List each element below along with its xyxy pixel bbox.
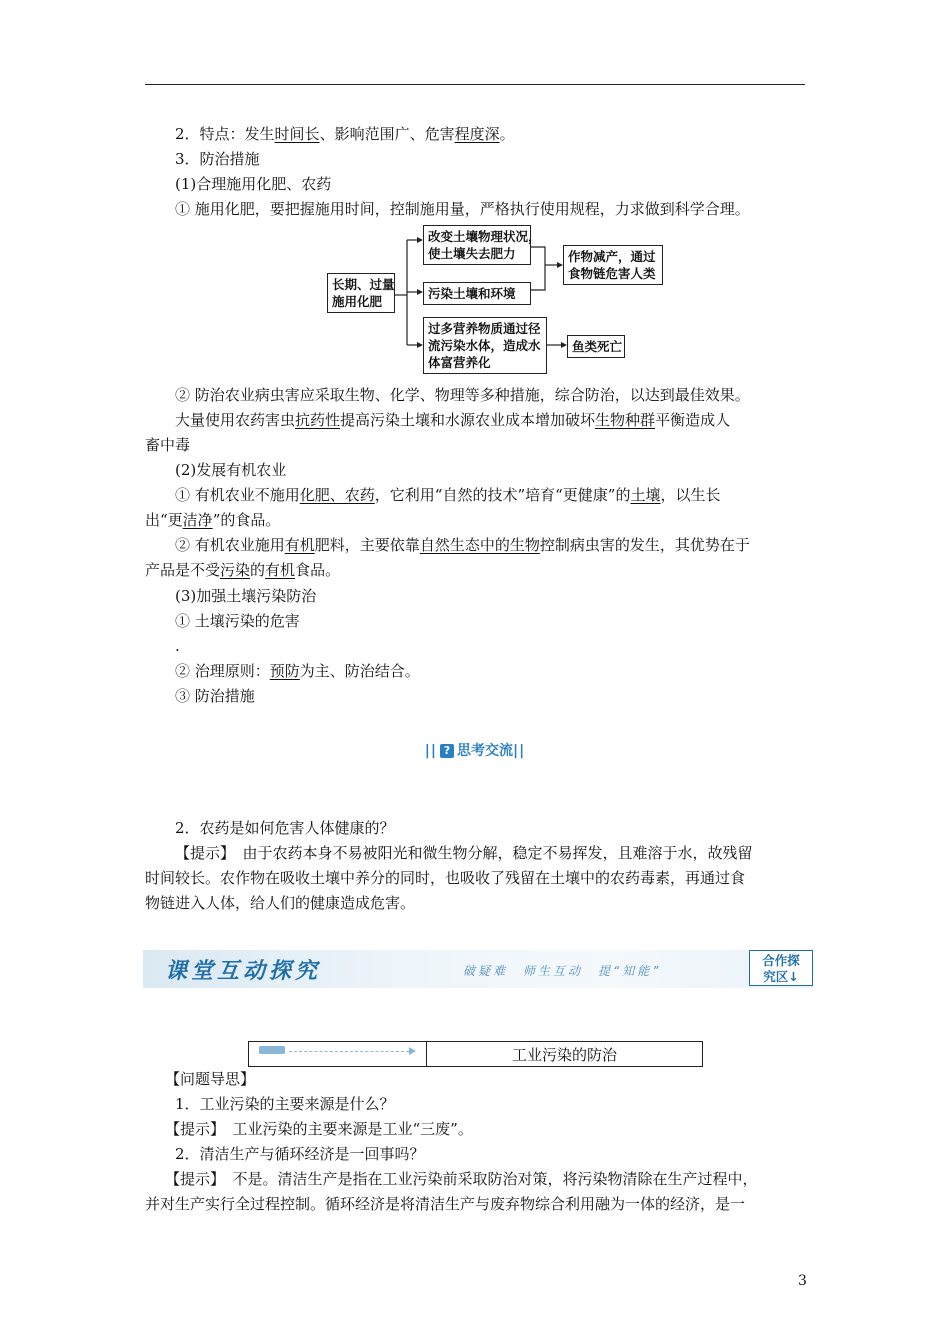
tag-icon	[259, 1046, 285, 1054]
arrow-right-icon	[409, 1047, 416, 1055]
pesticide-line-2: 畜中毒	[145, 436, 191, 454]
organic-line-2b: 产品是不受污染的有机食品。	[145, 561, 341, 579]
guide-title: 【问题导思】	[165, 1070, 256, 1088]
sub1-title: (1)合理施用化肥、农药	[175, 175, 332, 193]
diagram-box-yield: 作物减产，通过 食物链危害人类	[563, 245, 663, 285]
underlined-term: 时间长	[274, 125, 320, 143]
underlined-term: 自然生态中的生物	[419, 536, 540, 554]
measures3-line: ③ 防治措施	[175, 687, 255, 705]
underlined-term: 程度深	[454, 125, 500, 143]
diagram-box-soil-fertility: 改变土壤物理状况， 使土壤失去肥力	[423, 225, 531, 265]
underlined-term: 污染	[220, 561, 251, 579]
organic-line-1: ① 有机农业不施用化肥、农药，它利用“自然的技术”培育“更健康”的土壤，以生长	[175, 486, 721, 504]
guide-question-2: 2．清洁生产与循环经济是一回事吗？	[175, 1145, 425, 1163]
sub2-title: (2)发展有机农业	[175, 461, 287, 479]
fertilizer-flow-diagram	[325, 225, 665, 375]
underlined-term: 土壤	[630, 486, 661, 504]
topic-title: 工业污染的防治	[511, 1046, 617, 1064]
measures-title: 3．防治措施	[175, 150, 260, 168]
organic-line-1b: 出“更洁净”的食品。	[145, 511, 281, 529]
fertilizer-line: ① 施用化肥，要把握施用时间，控制施用量，严格执行使用规程，力求做到科学合理。	[175, 200, 750, 218]
bar-icon: ||	[513, 743, 526, 759]
banner-badge[interactable]: 合作探 究区↓	[749, 950, 813, 986]
dashed-line	[289, 1051, 409, 1052]
feature-line: 2．特点：发生时间长、影响范围广、危害程度深。	[175, 125, 515, 143]
page-number: 3	[798, 1273, 807, 1289]
guide-answer-2-line-1: 【提示】 不是。清洁生产是指在工业污染前采取防治对策，将污染物清除在生产过程中，	[165, 1170, 758, 1188]
underlined-term: 抗药性	[295, 411, 341, 429]
hint-line-1: 【提示】 由于农药本身不易被阳光和微生物分解，稳定不易挥发，且难溶于水，故残留	[175, 844, 753, 862]
section-banner	[143, 950, 813, 988]
organic-line-2: ② 有机农业施用有机肥料，主要依靠自然生态中的生物控制病虫害的发生，其优势在于	[175, 536, 750, 554]
hint-label: 【提示】	[175, 844, 228, 862]
guide-question-1: 1．工业污染的主要来源是什么？	[175, 1095, 395, 1113]
topic-decoration	[249, 1042, 427, 1066]
underlined-term: 洁净	[182, 511, 213, 529]
question-2: 2．农药是如何危害人体健康的？	[175, 819, 395, 837]
topic-header	[248, 1041, 703, 1067]
underlined-term: 预防	[269, 662, 300, 680]
underlined-term: 生物种群	[595, 411, 656, 429]
underlined-term: 有机	[284, 536, 315, 554]
hint-line-3: 物链进入人体，给人们的健康造成危害。	[145, 894, 416, 912]
diagram-box-fish: 鱼类死亡	[567, 335, 625, 358]
guide-answer-2-line-2: 并对生产实行全过程控制。循环经济是将清洁生产与废弃物综合利用融为一体的经济，是一	[145, 1195, 746, 1213]
header-rule	[145, 84, 805, 85]
bar-icon: ||	[424, 743, 437, 759]
sub3-title: (3)加强土壤污染防治	[175, 587, 317, 605]
principle-line: ② 治理原则：预防为主、防治结合。	[175, 662, 420, 680]
think-section-header: || ? 思考交流||	[424, 743, 526, 759]
pest-line: ② 防治农业病虫害应采取生物、化学、物理等多种措施，综合防治，以达到最佳效果。	[175, 386, 750, 404]
pesticide-line: 大量使用农药害虫抗药性提高污染土壤和水源农业成本增加破坏生物种群平衡造成人	[175, 411, 731, 429]
question-icon: ?	[440, 744, 454, 758]
dot: .	[175, 637, 180, 655]
diagram-box-eutrophication: 过多营养物质通过径 流污染水体，造成水 体富营养化	[423, 317, 547, 374]
guide-answer-1: 【提示】 工业污染的主要来源是工业“三废”。	[165, 1120, 473, 1138]
harm-line: ① 土壤污染的危害	[175, 612, 300, 630]
banner-title: 课堂互动探究	[165, 959, 322, 984]
diagram-box-pollution: 污染土壤和环境	[423, 282, 531, 305]
underlined-term: 化肥、农药	[299, 486, 375, 504]
banner-subtitle: 破疑难 师生互动 提“知能”	[463, 964, 662, 978]
diagram-source-box: 长期、过量 施用化肥	[327, 273, 395, 313]
hint-line-2: 时间较长。农作物在吸收土壤中养分的同时，也吸收了残留在土壤中的农药毒素，再通过食	[145, 869, 746, 887]
underlined-term: 有机	[265, 561, 296, 579]
